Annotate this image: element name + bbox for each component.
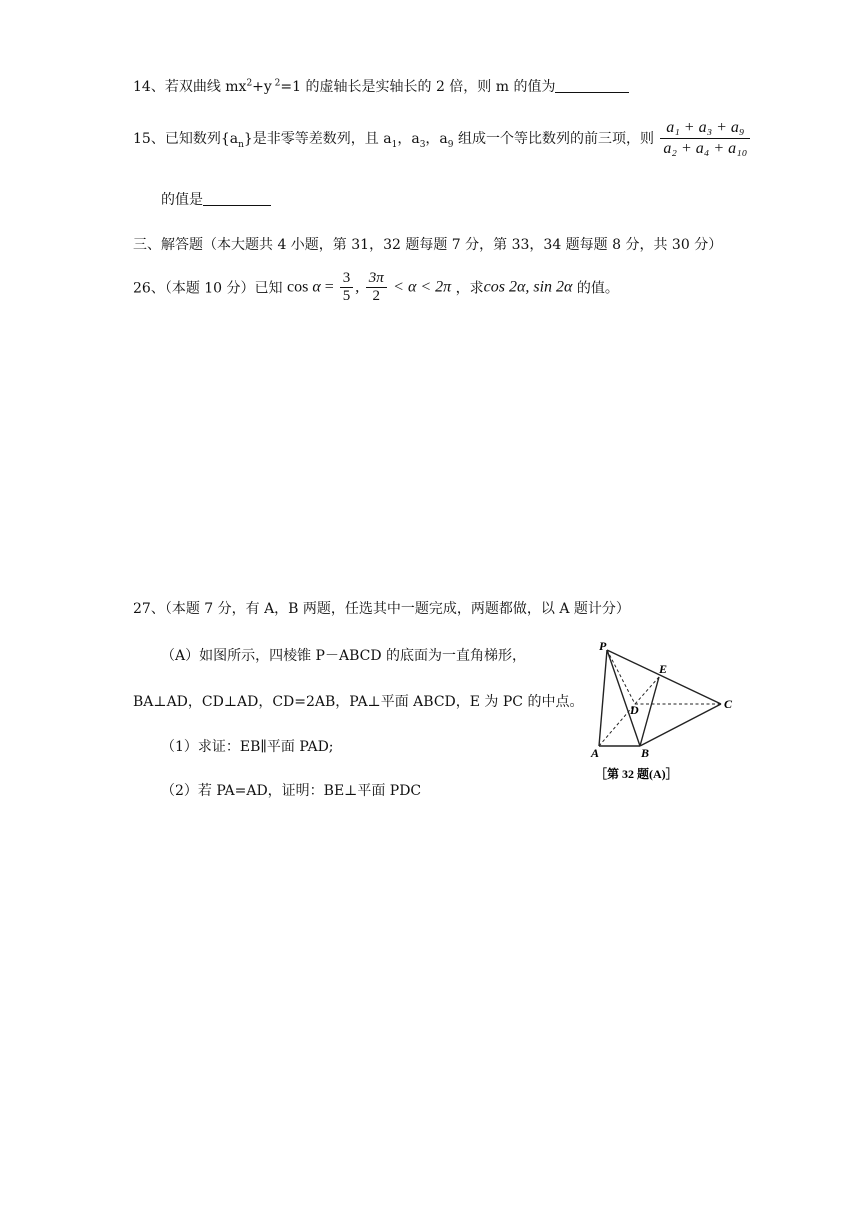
q15-sep: ，a xyxy=(397,130,420,147)
edge-EB xyxy=(640,677,659,746)
q26-fraction-1 xyxy=(340,270,354,305)
q26-fraction-2 xyxy=(366,270,387,305)
q14-answer-blank xyxy=(555,78,629,93)
section-3-text: 三、解答题（本大题共 4 小题，第 31，32 题每题 7 分，第 33，34 题每题 8 分，共 30 分） xyxy=(133,237,723,253)
edge-PD xyxy=(607,650,635,704)
q26-eq: = xyxy=(320,278,338,296)
label-E: E xyxy=(659,662,668,676)
question-27-a-line1 xyxy=(161,645,526,665)
question-27-part2 xyxy=(161,780,421,800)
q27-a-text2: BA⊥AD，CD⊥AD，CD=2AB，PA⊥平面 ABCD，E 为 PC 的中点。 xyxy=(133,694,584,710)
q14-text-mid: +y xyxy=(252,79,272,95)
q26-frac2-num: 3π xyxy=(366,270,387,288)
q15-sep: ，a xyxy=(425,130,448,147)
q15-text2: }是非零等差数列，且 a xyxy=(243,130,392,147)
question-26: 26、（本题 10 分）已知 cos α = $\frac{3}{5}$ , $\frac{3\pi}{2}$ < α < 2π ，求cos 2α, sin 2α 的值。 xyxy=(133,270,619,304)
q15-text3: 组成一个等比数列的前三项，则 xyxy=(453,130,654,147)
q26-alpha: α xyxy=(312,278,321,296)
figure-caption: ［第 32 题(A)］ xyxy=(595,767,678,781)
edge-BC xyxy=(640,704,721,746)
edge-PC xyxy=(607,650,721,704)
q15-line2-text: 的值是 xyxy=(161,192,203,208)
question-27-part1 xyxy=(161,736,334,756)
label-B: B xyxy=(641,746,650,760)
q14-sup2: 2 xyxy=(271,78,281,89)
question-15 xyxy=(133,118,752,159)
label-D: D xyxy=(630,703,639,717)
q27-heading-text: 27、（本题 7 分，有 A，B 两题，任选其中一题完成，两题都做，以 A 题计分） xyxy=(133,601,630,617)
label-P: P xyxy=(599,640,607,653)
q26-expression: cos 2α, sin 2α xyxy=(483,278,573,296)
q26-frac1-num: 3 xyxy=(340,270,354,288)
q26-suffix: 的值。 xyxy=(576,280,619,297)
q15-fraction xyxy=(660,118,750,159)
q27-part2-text: （2）若 PA=AD，证明：BE⊥平面 PDC xyxy=(161,783,422,799)
q15-frac-numerator: a₁ + a₃ + a₉ xyxy=(660,118,750,139)
q26-prefix: 26、（本题 10 分）已知 xyxy=(133,280,283,297)
q15-sub: n xyxy=(238,139,244,150)
q26-mid: ，求 xyxy=(455,280,484,297)
question-27-a-line2 xyxy=(133,691,583,711)
edge-PA xyxy=(599,650,607,746)
q26-inequality: < α < 2π xyxy=(393,278,452,296)
pyramid-diagram xyxy=(585,640,745,785)
q26-frac2-den: 2 xyxy=(372,288,380,304)
q15-sub: 3 xyxy=(419,139,426,150)
q15-text: 15、已知数列{a xyxy=(133,130,239,147)
q15-sub: 9 xyxy=(447,139,454,150)
q26-frac1-den: 5 xyxy=(342,288,351,304)
label-A: A xyxy=(591,746,600,760)
question-27-heading xyxy=(133,598,630,618)
q27-a-text1: （A）如图所示，四棱锥 P－ABCD 的底面为一直角梯形， xyxy=(161,648,527,664)
question-14 xyxy=(133,76,629,96)
q14-sup: 2 xyxy=(246,78,253,89)
q26-cos: cos xyxy=(286,278,309,296)
q15-answer-blank xyxy=(203,191,271,206)
q27-part1-text: （1）求证：EB∥平面 PAD; xyxy=(161,739,334,755)
label-C: C xyxy=(724,697,733,711)
q15-sub: 1 xyxy=(391,139,398,150)
pyramid-figure xyxy=(585,640,745,785)
q14-text: 14、若双曲线 mx xyxy=(133,79,247,95)
question-15-line2 xyxy=(161,189,271,209)
q14-text-suffix: =1 的虚轴长是实轴长的 2 倍，则 m 的值为 xyxy=(280,79,556,95)
q15-frac-denominator: a₂ + a₄ + a₁₀ xyxy=(663,140,748,157)
section-3-heading xyxy=(133,234,722,254)
